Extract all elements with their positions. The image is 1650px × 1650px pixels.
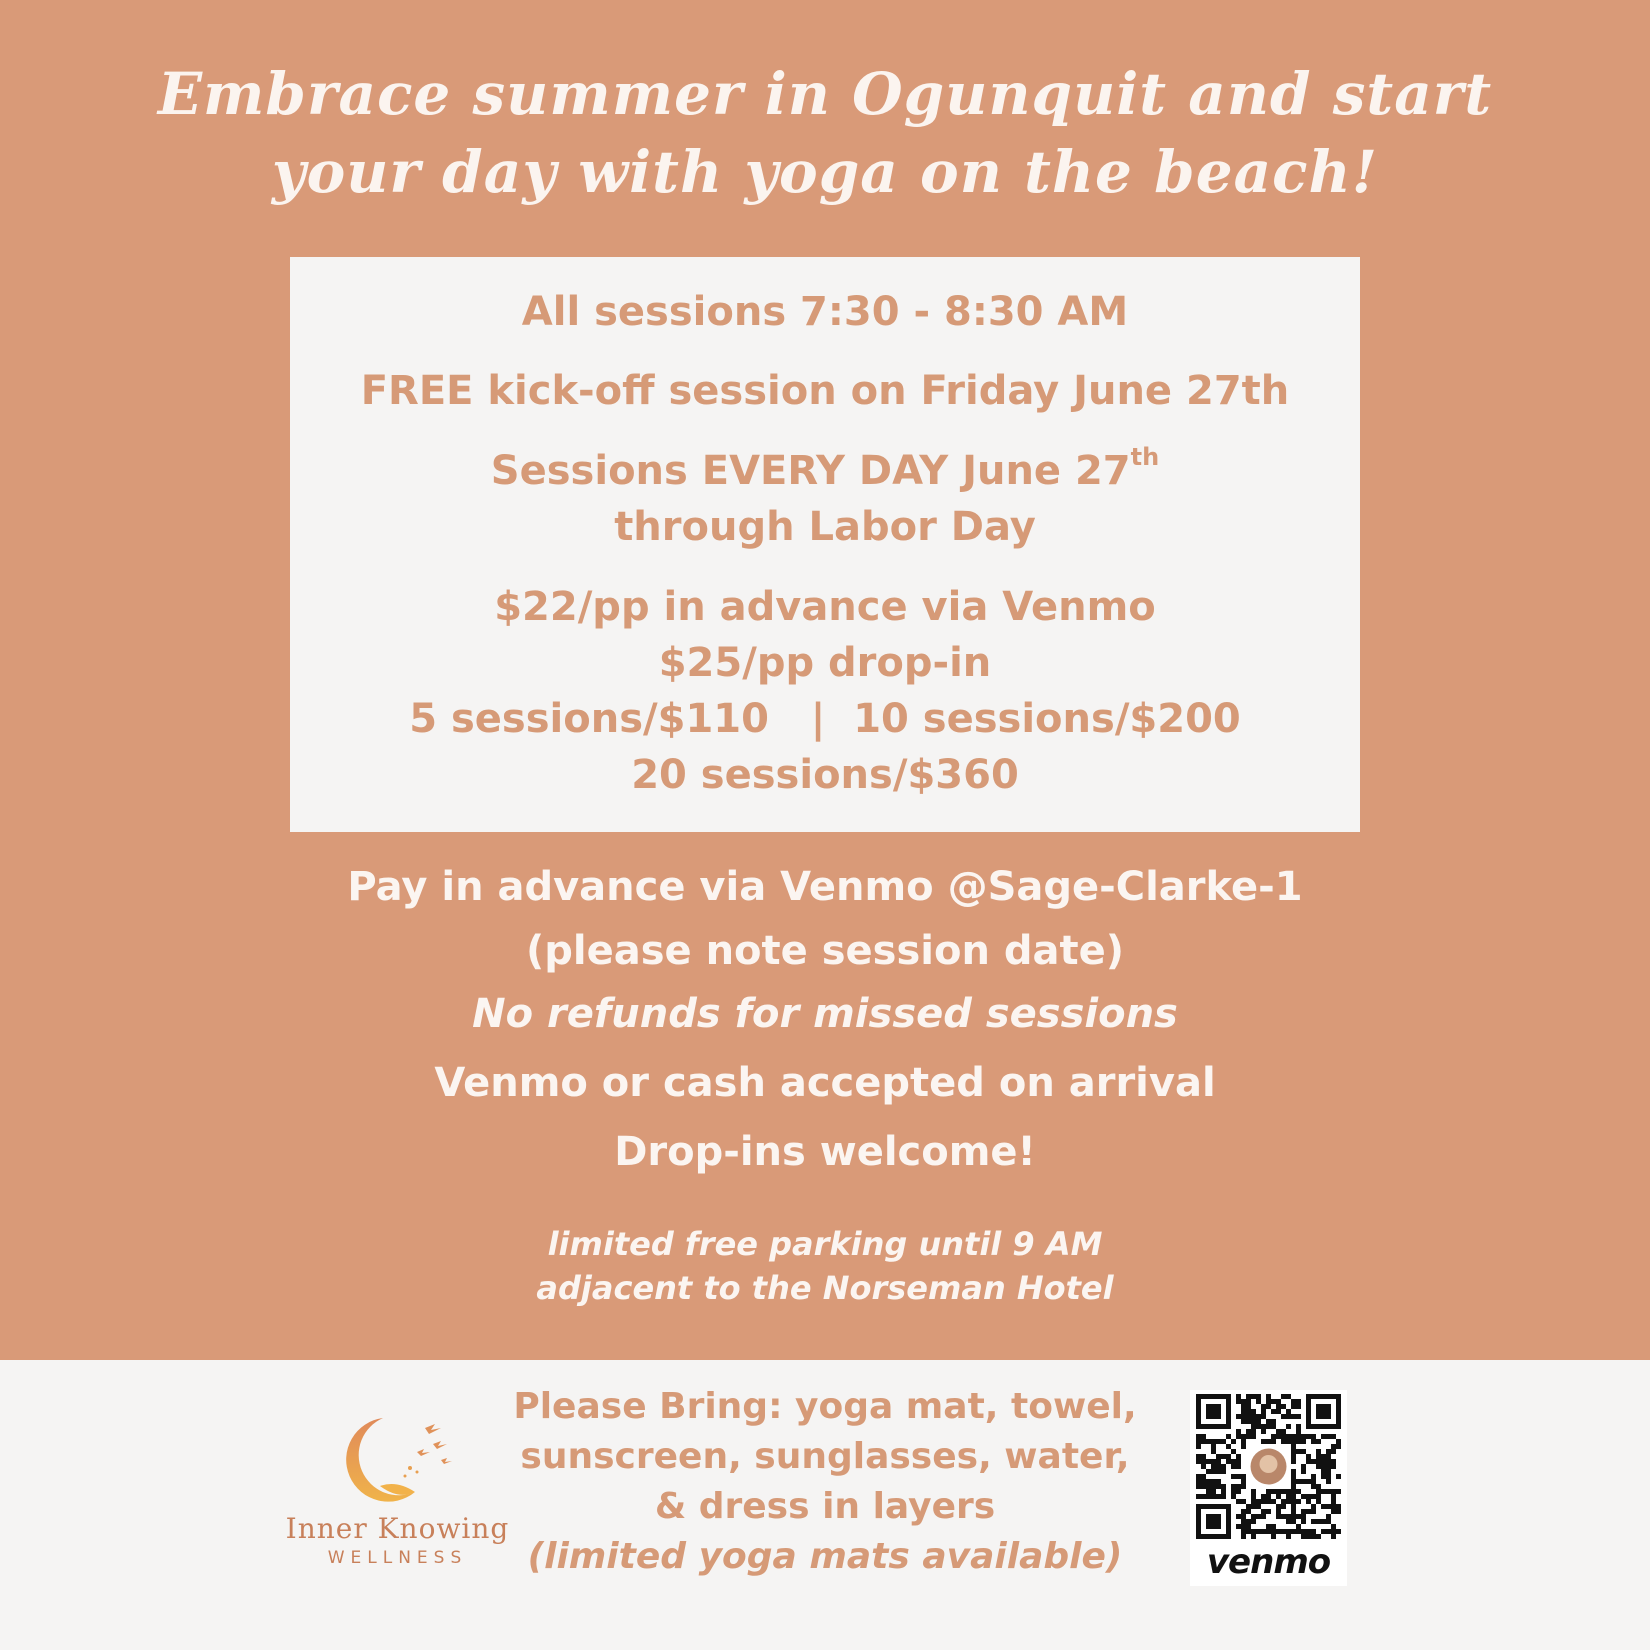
venmo-qr-code[interactable]	[1190, 1390, 1347, 1586]
note-date: (please note session date)	[525, 928, 1125, 974]
every-day-text: Sessions EVERY DAY June 27	[490, 448, 1131, 494]
package-5: 5 sessions/$110	[409, 696, 769, 742]
bring-line-2: sunscreen, sunglasses, water,	[520, 1436, 1130, 1477]
parking-line-1: limited free parking until 9 AM	[547, 1225, 1103, 1263]
headline-line-2: your day with yoga on the beach!	[271, 138, 1379, 206]
please-bring	[470, 1382, 1180, 1582]
payment-section	[0, 858, 1650, 1181]
logo-name: Inner Knowing	[285, 1512, 510, 1545]
parking-line-2: adjacent to the Norseman Hotel	[536, 1269, 1114, 1307]
package-separator: |	[810, 696, 826, 742]
through-labor-day: through Labor Day	[614, 504, 1036, 550]
venmo-logo: venmo	[1206, 1542, 1331, 1582]
logo-subtitle: WELLNESS	[327, 1548, 468, 1568]
footer	[0, 1360, 1650, 1650]
bring-note: (limited yoga mats available)	[527, 1536, 1123, 1577]
headline-line-1: Embrace summer in Ogunquit and start	[157, 60, 1493, 128]
headline	[150, 55, 1500, 211]
qr-code-icon	[1190, 1390, 1347, 1540]
packages-line	[290, 691, 1360, 747]
schedule-box	[290, 257, 1360, 832]
package-10: 10 sessions/$200	[853, 696, 1241, 742]
session-time: All sessions 7:30 - 8:30 AM	[521, 289, 1129, 335]
venmo-handle-line: Pay in advance via Venmo @Sage-Clarke-1	[347, 864, 1303, 910]
payment-accepted: Venmo or cash accepted on arrival	[434, 1060, 1216, 1106]
bring-line-1: Please Bring: yoga mat, towel,	[513, 1386, 1137, 1427]
price-dropin: $25/pp drop-in	[658, 640, 992, 686]
parking-info	[0, 1222, 1650, 1310]
price-advance: $22/pp in advance via Venmo	[494, 584, 1156, 630]
bring-line-3: & dress in layers	[654, 1486, 996, 1527]
no-refunds: No refunds for missed sessions	[472, 991, 1178, 1037]
kickoff-session: FREE kick-off session on Friday June 27th	[360, 368, 1290, 414]
every-day-sup: th	[1130, 443, 1160, 471]
dropins-welcome: Drop-ins welcome!	[614, 1129, 1036, 1175]
every-day-line	[290, 443, 1360, 499]
package-20: 20 sessions/$360	[631, 752, 1019, 798]
